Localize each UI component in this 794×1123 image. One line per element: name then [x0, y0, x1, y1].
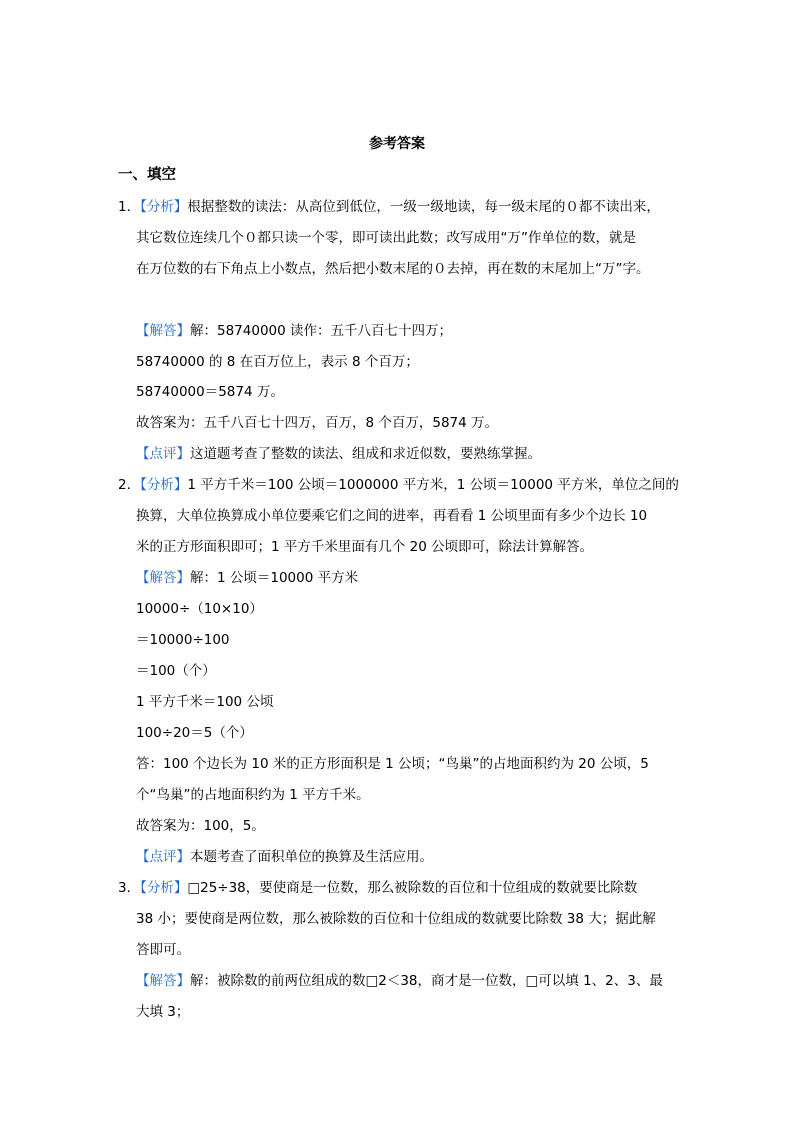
- q2-analysis-tag: 【分析】: [140, 477, 188, 493]
- q1-solution-line1: 解：58740000 读作：五千八百七十四万；: [190, 323, 453, 339]
- q3-analysis-line2: 38 小；要使商是两位数，那么被除数的百位和十位组成的数就要比除数 38 大；据此解: [136, 911, 656, 927]
- q1-solution-tag: 【解答】: [136, 323, 190, 339]
- q2-solution-line9: 故答案为：100，5。: [136, 818, 265, 834]
- q2-comment-tag: 【点评】: [136, 849, 190, 865]
- q1-solution-line4: 故答案为：五千八百七十四万，百万，8 个百万，5874 万。: [136, 415, 499, 431]
- q2-solution-line5: 1 平方千米＝100 公顷: [136, 694, 274, 710]
- q1-comment: [136, 444, 541, 464]
- q2-solution-line7: 答：100 个边长为 10 米的正方形面积是 1 公顷；“鸟巢”的占地面积约为 20 公顷，5: [136, 756, 649, 772]
- q3-number: 3．: [118, 880, 141, 896]
- q1-analysis-line2: 其它数位连续几个０都只读一个零，即可读出此数；改写成用“万”作单位的数，就是: [136, 230, 636, 246]
- q1-analysis: [118, 197, 660, 217]
- q2-solution-line3: ＝10000÷100: [136, 632, 230, 648]
- q2-analysis-line3: 米的正方形面积即可；1 平方千米里面有几个 20 公顷即可，除法计算解答。: [136, 539, 594, 555]
- q2-comment: [136, 847, 433, 867]
- q1-solution: [136, 321, 452, 341]
- section-heading: 一、填空: [118, 167, 176, 183]
- q1-number: 1．: [118, 199, 141, 215]
- q1-analysis-tag: 【分析】: [140, 199, 188, 215]
- q3-analysis-line3: 答即可。: [136, 942, 190, 958]
- q2-solution-line6: 100÷20＝5（个）: [136, 725, 253, 741]
- q3-solution-tag: 【解答】: [136, 973, 190, 989]
- q2-solution-line4: ＝100（个）: [136, 663, 216, 679]
- q2-analysis-line2: 换算，大单位换算成小单位要乘它们之间的进率，再看看 1 公顷里面有多少个边长 10: [136, 508, 648, 524]
- q2-solution-line8: 个“鸟巢”的占地面积约为 1 平方千米。: [136, 787, 370, 803]
- q2-solution-line2: 10000÷（10×10）: [136, 601, 263, 617]
- q2-solution: [136, 568, 358, 588]
- q3-analysis-tag: 【分析】: [140, 880, 188, 896]
- q2-analysis: [118, 475, 679, 495]
- q2-analysis-line1: 1 平方千米＝100 公顷＝1000000 平方米，1 公顷＝10000 平方米，单位之间的: [187, 477, 679, 493]
- q2-comment-text: 本题考查了面积单位的换算及生活应用。: [190, 849, 433, 865]
- q1-analysis-line3: 在万位数的右下角点上小数点，然后把小数末尾的０去掉，再在数的末尾加上“万”字。: [136, 261, 650, 277]
- q1-comment-tag: 【点评】: [136, 446, 190, 462]
- q1-solution-line3: 58740000＝5874 万。: [136, 384, 284, 400]
- q3-solution-line1: 解：被除数的前两位组成的数□2＜38，商才是一位数，□可以填 1、2、3、最: [190, 973, 663, 989]
- q3-solution-line2: 大填 3；: [136, 1004, 190, 1020]
- q3-analysis: [118, 878, 637, 898]
- q2-solution-tag: 【解答】: [136, 570, 190, 586]
- q2-number: 2．: [118, 477, 141, 493]
- page-title: 参考答案: [369, 136, 425, 152]
- q3-analysis-line1: □25÷38，要使商是一位数，那么被除数的百位和十位组成的数就要比除数: [187, 880, 638, 896]
- q1-comment-text: 这道题考查了整数的读法、组成和求近似数，要熟练掌握。: [190, 446, 541, 462]
- q1-solution-line2: 58740000 的 8 在百万位上，表示 8 个百万；: [136, 354, 419, 370]
- q1-analysis-line1: 根据整数的读法：从高位到低位，一级一级地读，每一级末尾的０都不读出来，: [187, 199, 660, 215]
- q2-solution-line1: 解：1 公顷＝10000 平方米: [190, 570, 359, 586]
- q3-solution: [136, 971, 663, 991]
